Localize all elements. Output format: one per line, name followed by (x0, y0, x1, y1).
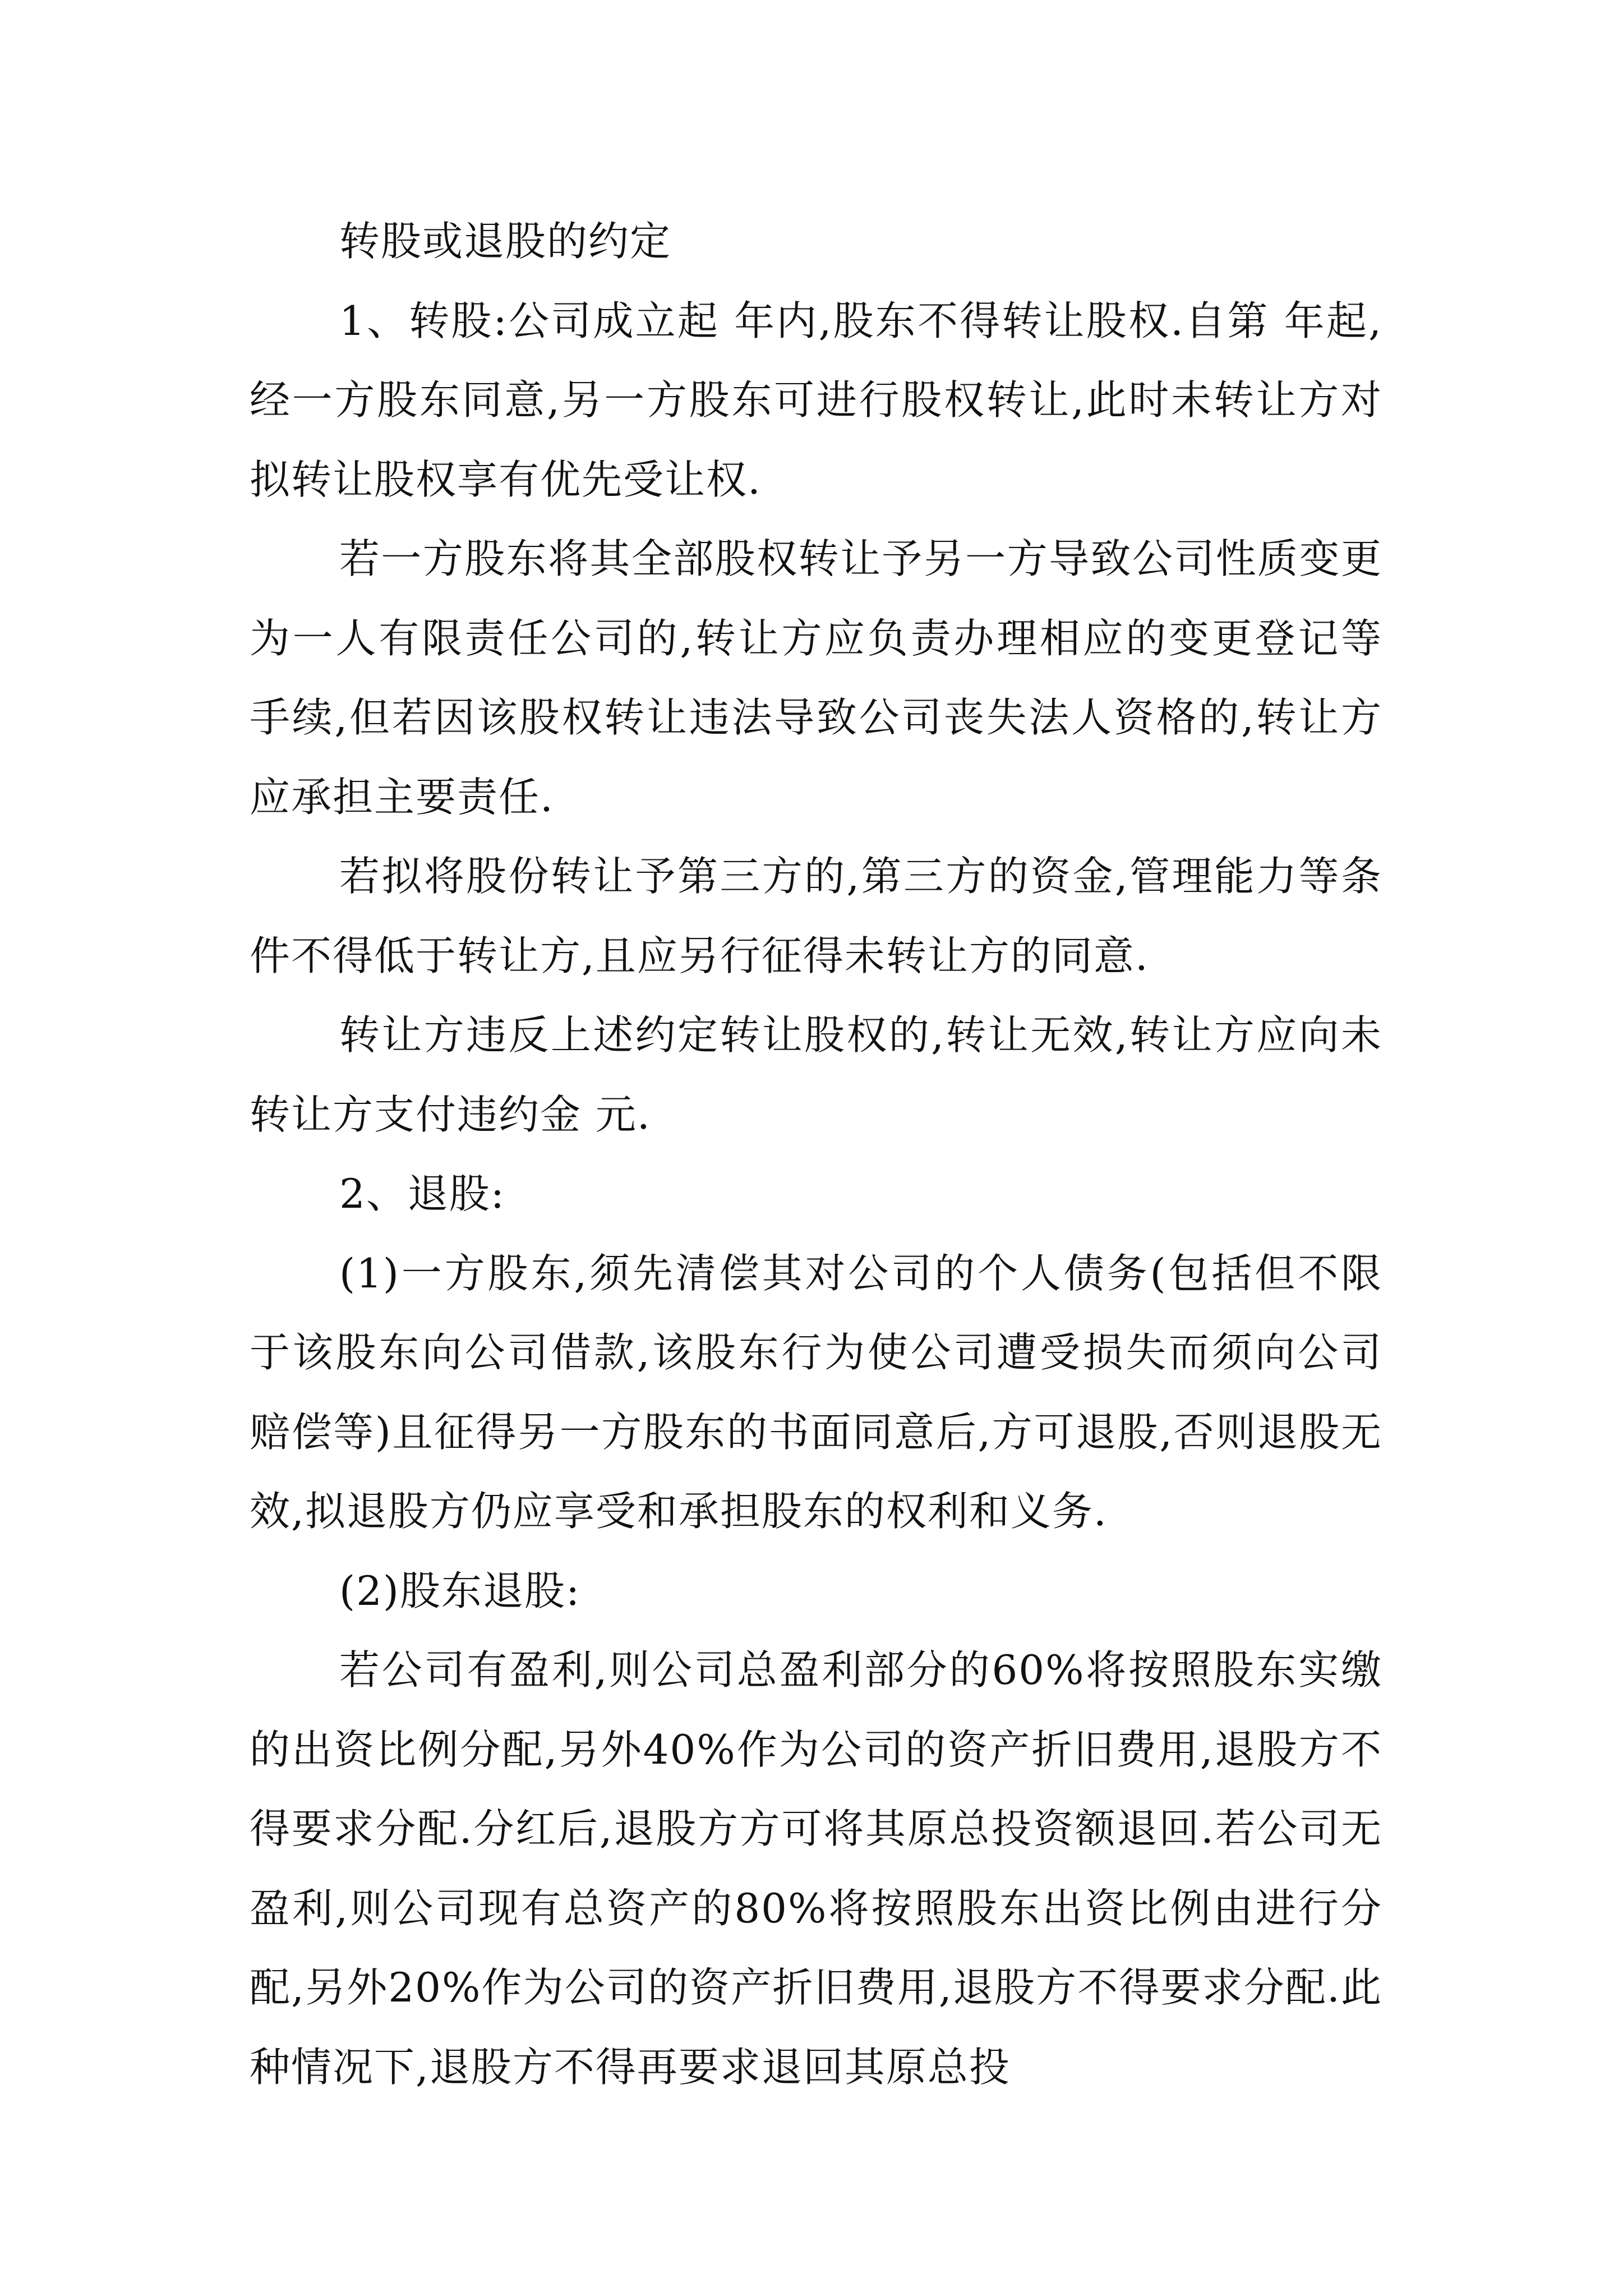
paragraph-transfer-rule: 1、转股:公司成立起 年内,股东不得转让股权.自第 年起,经一方股东同意,另一方股东可进行股权转让,此时未转让方对拟转让股权享有优先受让权. (250, 297, 1382, 503)
paragraph-heading: 转股或退股的约定 (339, 218, 672, 265)
paragraph-full-transfer: 若一方股东将其全部股权转让予另一方导致公司性质变更为一人有限责任公司的,转让方应负责办理相应的变更登记等手续,但若因该股权转让违法导致公司丧失法人资格的,转让方应承担主要责任. (250, 535, 1382, 821)
paragraph-profit-distribution: 若公司有盈利,则公司总盈利部分的60%将按照股东实缴的出资比例分配,另外40%作为公司的资产折旧费用,退股方不得要求分配.分红后,退股方方可将其原总投资额退回.若公司无盈利,则公司现有总资产的80%将按照股东出资比例由进行分配,另外20%作为公司的资产折旧费用,退股方不得要求分配.此种情况下,退股方不得再要求退回其原总投 (250, 1646, 1382, 2091)
document-body (250, 202, 1382, 2107)
paragraph-withdrawal-subheading: (2)股东退股: (339, 1567, 581, 1614)
paragraph-breach-penalty: 转让方违反上述约定转让股权的,转让无效,转让方应向未转让方支付违约金 元. (250, 1011, 1382, 1138)
paragraph-withdrawal-condition: (1)一方股东,须先清偿其对公司的个人债务(包括但不限于该股东向公司借款,该股东行为使公司遭受损失而须向公司赔偿等)且征得另一方股东的书面同意后,方可退股,否则退股无效,拟退股方仍应享受和承担股东的权利和义务. (250, 1249, 1382, 1535)
paragraph-withdrawal-heading: 2、退股: (339, 1170, 506, 1217)
paragraph-third-party: 若拟将股份转让予第三方的,第三方的资金,管理能力等条件不得低于转让方,且应另行征得未转让方的同意. (250, 853, 1382, 979)
